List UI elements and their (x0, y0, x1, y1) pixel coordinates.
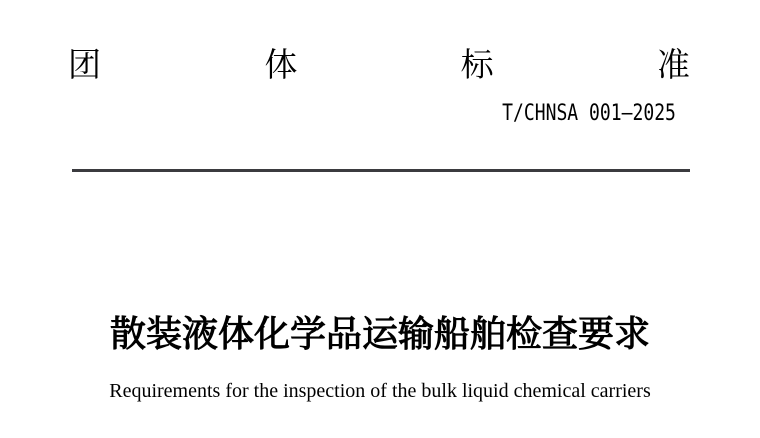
standard-type-char-1: 团 (68, 46, 101, 83)
standard-type-char-2: 体 (264, 46, 298, 83)
standard-code: T/CHNSA 001—2025 (502, 101, 676, 126)
standard-type-char-3: 标 (460, 46, 494, 83)
standard-type-heading (68, 47, 690, 83)
standard-type-char-4: 准 (656, 46, 690, 83)
document-title-chinese: 散装液体化学品运输船舶检查要求 (109, 313, 650, 354)
document-title-english: Requirements for the inspection of the bulk liquid chemical carriers (109, 380, 651, 402)
header-divider (72, 169, 690, 172)
